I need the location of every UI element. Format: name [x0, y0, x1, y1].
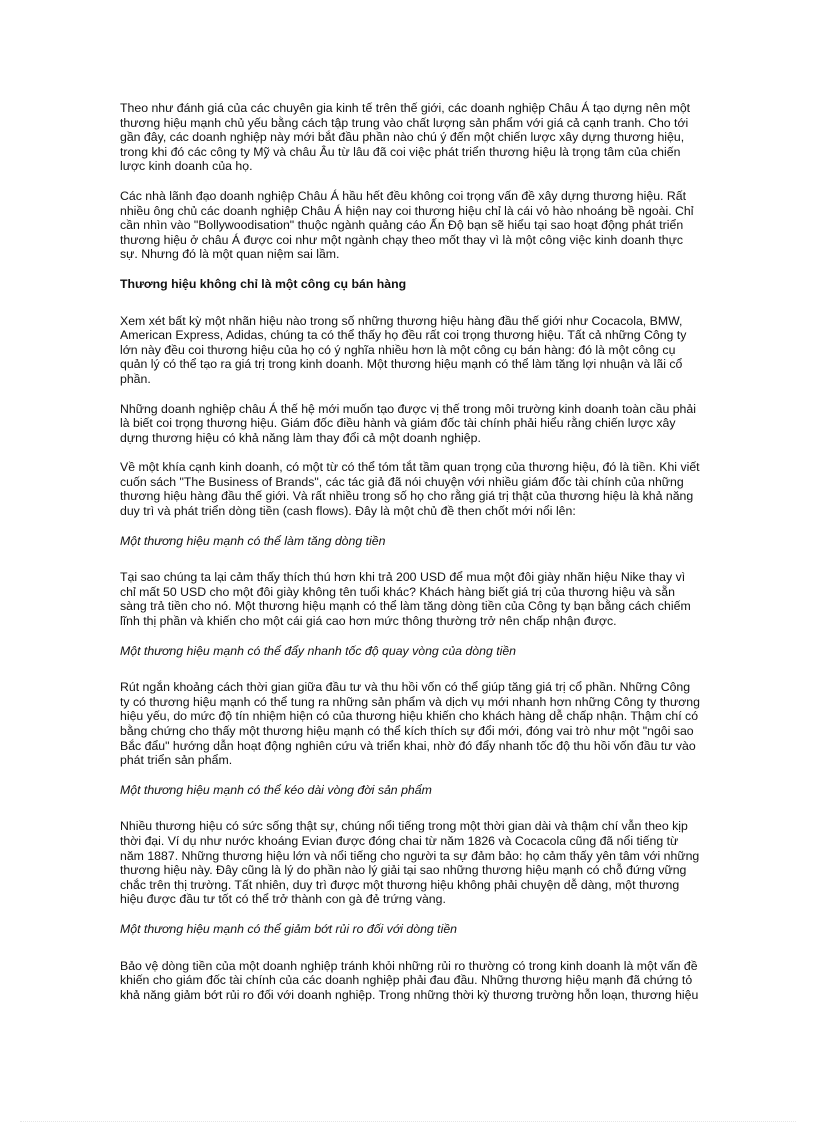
paragraph-evian-example: Nhiều thương hiệu có sức sống thật sự, chúng nổi tiếng trong một thời gian dài và thậm chí vẫn theo kịp thời đại. Ví dụ như nước khoáng Evian được đóng chai từ năm 1826 và Cocacola cũng đã nổi tiếng từ năm 1887. Những thương hiệu lớn và nổi tiếng cho người ta sự đảm bảo: họ cảm thấy yên tâm với những thương hiệu này. Đây cũng là lý do phần nào lý giải tại sao những thương hiệu mạnh có chỗ đứng vững chắc trên thị trường. Tất nhiên, duy trì được một thương hiệu không phải chuyện dễ dàng, một thương hiệu được đầu tư tốt có thể trở thành con gà đẻ trứng vàng.	[120, 819, 700, 907]
paragraph-asian-leaders: Các nhà lãnh đạo doanh nghiệp Châu Á hầu hết đều không coi trọng vấn đề xây dựng thương hiệu. Rất nhiều ông chủ các doanh nghiệp Châu Á hiện nay coi thương hiệu chỉ là cái vỏ hào nhoáng bề ngoài. Chỉ cần nhìn vào "Bollywoodisation" thuộc ngành quảng cáo Ấn Độ bạn sẽ hiểu tại sao hoạt động phát triển thương hiệu ở châu Á được coi như một ngành chạy theo mốt thay vì là một công việc kinh doanh thực sự. Nhưng đó là một quan niệm sai lầm.	[120, 188, 694, 262]
section-heading: Thương hiệu không chỉ là một công cụ bán hàng	[120, 276, 407, 291]
paragraph-shorten-time: Rút ngắn khoảng cách thời gian giữa đầu tư và thu hồi vốn có thể giúp tăng giá trị cổ phần. Những Công ty có thương hiệu mạnh có thể tung ra những sản phẩm và dịch vụ mới nhanh hơn những Công ty thương hiệu yếu, do mức độ tín nhiệm hiện có của thương hiệu khiến cho khách hàng dễ chấp nhận. Thậm chí có bằng chứng cho thấy một thương hiệu mạnh có thể kích thích sự đổi mới, đóng vai trò như một "ngôi sao Bắc đẩu" hướng dẫn hoạt động nghiên cứu và triển khai, nhờ đó đẩy nhanh tốc độ thu hồi vốn đầu tư vào phát triển sản phẩm.	[120, 680, 700, 768]
subheading-accelerate-cashflow: Một thương hiệu mạnh có thể đẩy nhanh tốc độ quay vòng của dòng tiền	[120, 643, 517, 658]
paragraph-money: Về một khía cạnh kinh doanh, có một từ có thể tóm tắt tầm quan trọng của thương hiệu, đó là tiền. Khi viết cuốn sách "The Business of Brands", các tác giả đã nói chuyện với nhiều giám đốc tài chính của những thương hiệu hàng đầu thế giới. Và rất nhiều trong số họ cho rằng giá trị thật của thương hiệu là khả năng duy trì và phát triển dòng tiền (cash flows). Đây là một chủ đề then chốt mới nổi lên:	[120, 460, 700, 519]
paragraph-new-generation: Những doanh nghiệp châu Á thế hệ mới muốn tạo được vị thế trong môi trường kinh doanh toàn cầu phải là biết coi trọng thương hiệu. Giám đốc điều hành và giám đốc tài chính phải hiểu rằng chiến lược xây dựng thương hiệu có khả năng làm thay đổi cả một doanh nghiệp.	[120, 401, 696, 445]
paragraph-nike-example: Tại sao chúng ta lại cảm thấy thích thú hơn khi trả 200 USD để mua một đôi giày nhãn hiệu Nike thay vì chỉ mất 50 USD cho một đôi giày không tên tuổi khác? Khách hàng biết giá trị của thương hiệu và sẵn sàng trả tiền cho nó. Một thương hiệu mạnh có thể làm tăng dòng tiền của Công ty bạn bằng cách chiếm lĩnh thị phần và khiến cho một cái giá cao hơn mức thông thường trở nên chấp nhận được.	[120, 570, 691, 629]
page-bottom-divider	[20, 1121, 796, 1122]
document-body	[120, 101, 700, 1017]
subheading-reduce-risk: Một thương hiệu mạnh có thể giảm bớt rủi ro đối với dòng tiền	[120, 921, 458, 936]
paragraph-protect-cashflow: Bảo vệ dòng tiền của một doanh nghiệp tránh khỏi những rủi ro thường có trong kinh doanh là một vấn đề khiến cho giám đốc tài chính của các doanh nghiệp phải đau đầu. Những thương hiệu mạnh đã chứng tỏ khả năng giảm bớt rủi ro đối với doanh nghiệp. Trong những thời kỳ thương trường hỗn loạn, thương hiệu	[120, 958, 699, 1002]
subheading-increase-cashflow: Một thương hiệu mạnh có thể làm tăng dòng tiền	[120, 533, 386, 548]
subheading-extend-lifecycle: Một thương hiệu mạnh có thể kéo dài vòng đời sản phẩm	[120, 782, 432, 797]
paragraph-intro: Theo như đánh giá của các chuyên gia kinh tế trên thế giới, các doanh nghiệp Châu Á tạo dựng nên một thương hiệu mạnh chủ yếu bằng cách tập trung vào chất lượng sản phẩm với giá cả cạnh tranh. Cho tới gần đây, các doanh nghiệp này mới bắt đầu phần nào chú ý đến một chiến lược xây dựng thương hiệu, trong khi đó các công ty Mỹ và châu Âu từ lâu đã coi việc phát triển thương hiệu là trọng tâm của chiến lược kinh doanh của họ.	[120, 101, 691, 174]
paragraph-global-brands: Xem xét bất kỳ một nhãn hiệu nào trong số những thương hiệu hàng đầu thế giới như Cocacola, BMW, American Express, Adidas, chúng ta có thể thấy họ đều rất coi trọng thương hiệu. Tất cả những Công ty lớn này đều coi thương hiệu của họ có ý nghĩa nhiều hơn là một công cụ bán hàng: đó là một công cụ quản lý có thể tạo ra giá trị trong kinh doanh. Một thương hiệu mạnh có thể làm tăng lợi nhuận và lãi cổ phần.	[120, 313, 687, 386]
